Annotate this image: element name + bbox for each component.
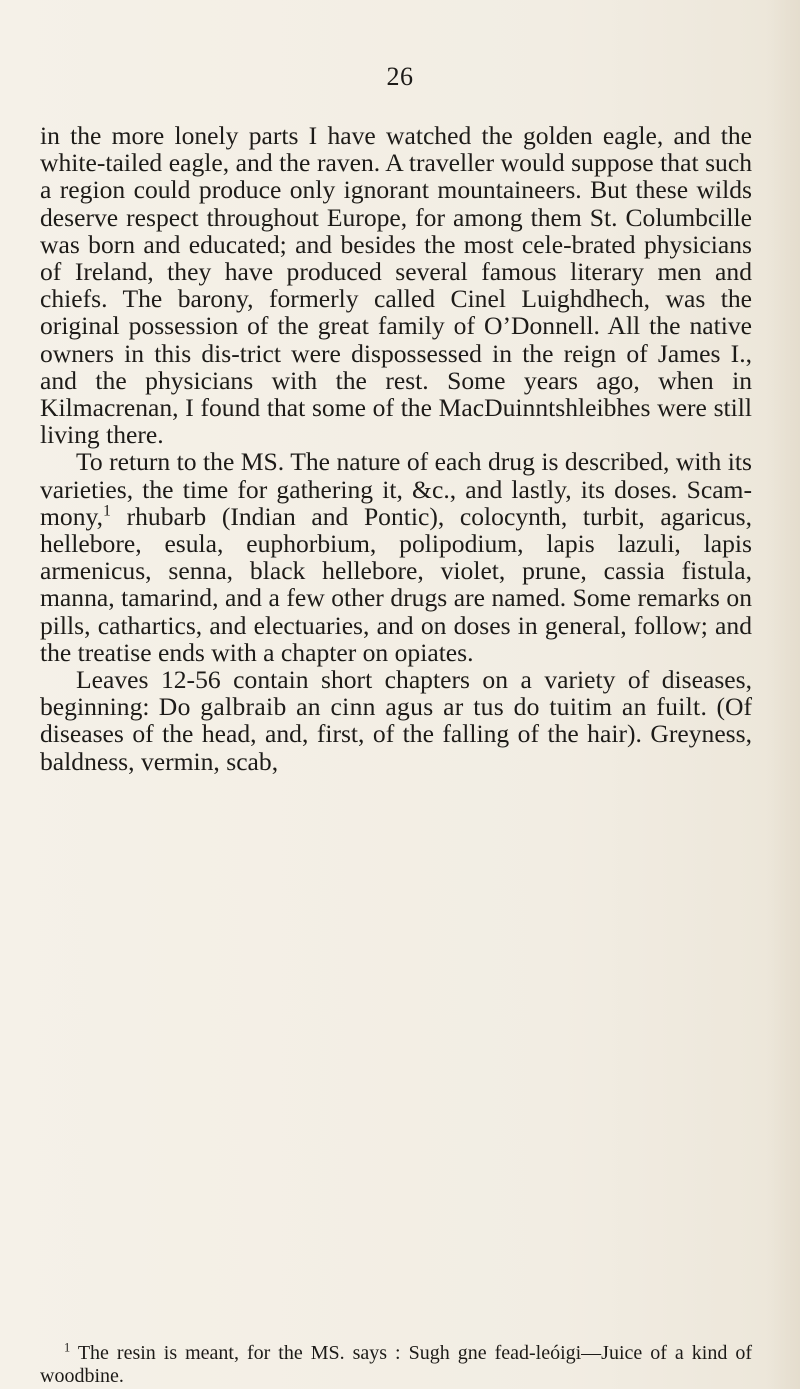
page-edge-shadow — [766, 0, 800, 1389]
paragraph-2-text-before-note: To return to the MS. The nature of each drug is described, with its varieties, the time for gathering it, &c., and lastly, its doses. Scam-mony, — [40, 447, 752, 531]
paragraph-2-text-after-note: rhubarb (Indian and Pontic), colocynth, turbit, agaricus, hellebore, esula, euphorbium, polipodium, lapis lazuli, lapis armenicus, senna, black hellebore, violet, prune, cassia fistula, manna, tamarind, and a few other drugs are named. Some remarks on pills, cathartics, and electuaries, and on doses in general, follow; and the treatise ends with a chapter on opiates. — [40, 501, 752, 667]
footnote — [40, 1342, 752, 1388]
paragraph-3-text-after-irish: (Of diseases of the head, and, first, of the falling of the hair). Greyness, baldness, vermin, scab, — [40, 692, 752, 776]
paragraph-1: in the more lonely parts I have watched the golden eagle, and the white-tailed eagle, and the raven. A traveller would suppose that such a region could produce only ignorant mountaineers. But these wilds deserve respect throughout Europe, for among them St. Columbcille was born and educated; and besides the most cele-brated physicians of Ireland, they have produced several famous literary men and chiefs. The barony, formerly called Cinel Luighdhech, was the original possession of the great family of O’Donnell. All the native owners in this dis-trict were dispossessed in the reign of James I., and the physicians with the rest. Some years ago, when in Kilmacrenan, I found that some of the MacDuinntshleibhes were still living there. — [40, 121, 752, 450]
footnote-reference: 1 — [103, 502, 111, 520]
paragraph-3-text-before-irish: Leaves 12-56 contain short chapters on a variety of diseases, beginning: — [40, 665, 752, 722]
page-number: 26 — [386, 62, 414, 91]
paragraph-2 — [40, 448, 752, 666]
body-text — [40, 122, 752, 775]
paragraph-3 — [40, 666, 752, 775]
footnote-text: The resin is meant, for the MS. says : Sugh gne fead-leóigi—Juice of a kind of woodbine. — [40, 1342, 752, 1387]
footnote-mark: 1 — [64, 1340, 71, 1355]
irish-chapter-title: Do galbraib an cinn agus ar tus do tuitim an fuilt. — [158, 692, 708, 722]
